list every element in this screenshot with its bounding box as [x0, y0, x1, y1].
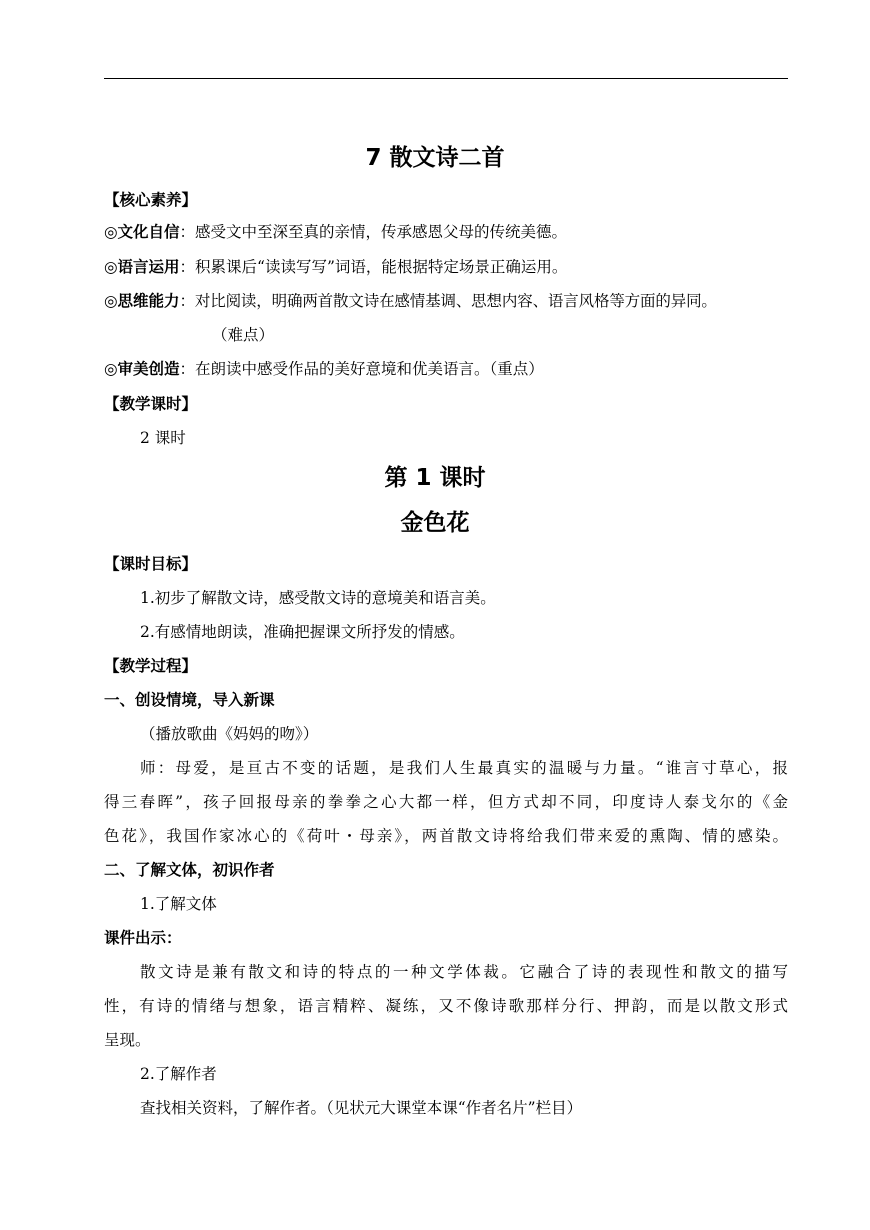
core-item-label: ◎语言运用 [104, 258, 180, 276]
goal-item: 1.初步了解散文诗，感受散文诗的意境美和语言美。 [140, 589, 496, 607]
paragraph-line: 呈现。 [104, 1031, 151, 1049]
paragraph-line: 师：母爱，是亘古不变的话题，是我们人生最真实的温暖与力量。“谁言寸草心，报 [140, 759, 788, 777]
paragraph-line: 得三春晖”，孩子回报母亲的拳拳之心大都一样，但方式却不同，印度诗人泰戈尔的《金 [104, 793, 788, 811]
subsection-genre: 1.了解文体 [140, 895, 217, 913]
core-item-culture [104, 222, 567, 242]
core-item-aesthetic [104, 359, 544, 379]
paragraph-line: 性，有诗的情绪与想象，语言精粹、凝练，又不像诗歌那样分行、押韵，而是以散文形式 [104, 997, 788, 1015]
core-item-thinking-cont: （难点） [212, 326, 275, 344]
core-item-label: ◎文化自信 [104, 223, 180, 241]
core-item-thinking [104, 291, 717, 311]
core-item-text: ：对比阅读，明确两首散文诗在感情基调、思想内容、语言风格等方面的异同。 [179, 292, 717, 310]
song-note: （播放歌曲《妈妈的吻》） [140, 725, 319, 743]
core-item-language [104, 257, 567, 277]
hours-heading: 【教学课时】 [104, 395, 198, 413]
core-heading: 【核心素养】 [104, 191, 198, 209]
author-instruction: 查找相关资料，了解作者。（见状元大课堂本课“作者名片”栏目） [140, 1099, 583, 1117]
subsection-author: 2.了解作者 [140, 1065, 217, 1083]
goal-item: 2.有感情地朗读，准确把握课文所抒发的情感。 [140, 623, 465, 641]
hours-value: 2 课时 [140, 429, 186, 447]
paragraph-line: 散文诗是兼有散文和诗的特点的一种文学体裁。它融合了诗的表现性和散文的描写 [140, 963, 788, 981]
core-item-text: ：积累课后“读读写写”词语，能根据特定场景正确运用。 [179, 258, 568, 276]
core-item-text: ：感受文中至深至真的亲情，传承感恩父母的传统美德。 [179, 223, 568, 241]
lesson-title: 第 1 课时 [384, 465, 486, 491]
header-rule [104, 78, 788, 79]
lesson-subtitle: 金色花 [400, 510, 470, 536]
goals-heading: 【课时目标】 [104, 555, 198, 573]
doc-title: 7 散文诗二首 [365, 145, 505, 171]
section-heading-1: 一、创设情境，导入新课 [104, 691, 275, 709]
process-heading: 【教学过程】 [104, 657, 198, 675]
paragraph-line: 色花》，我国作家冰心的《荷叶・母亲》，两首散文诗将给我们带来爱的熏陶、情的感染。 [104, 827, 788, 845]
core-item-label: ◎审美创造 [104, 360, 180, 378]
slide-label: 课件出示： [104, 929, 182, 947]
section-heading-2: 二、了解文体，初识作者 [104, 861, 275, 879]
core-item-text: ：在朗读中感受作品的美好意境和优美语言。（重点） [179, 360, 544, 378]
core-item-label: ◎思维能力 [104, 292, 180, 310]
